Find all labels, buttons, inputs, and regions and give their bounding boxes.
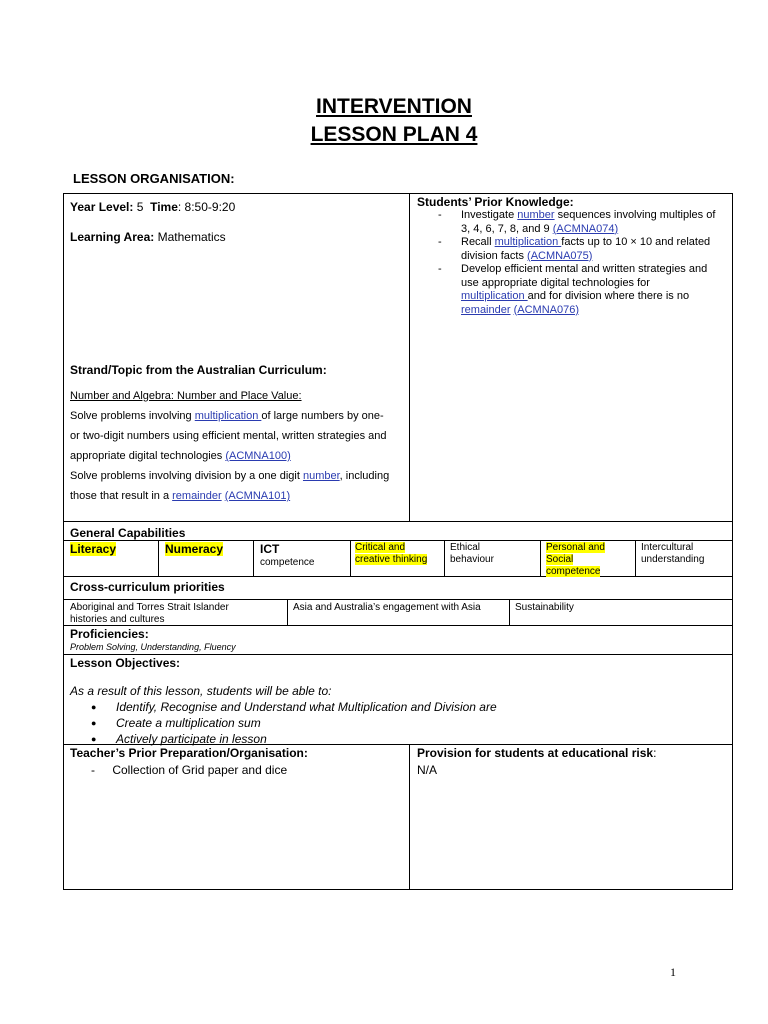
text: Investigate xyxy=(461,209,518,221)
acmna100-link[interactable]: (ACMNA100) xyxy=(225,450,291,462)
list-item xyxy=(438,236,730,263)
text: Personal and xyxy=(546,542,605,553)
multiplication-link[interactable]: multiplication xyxy=(494,236,562,248)
text: of large numbers by one- xyxy=(261,410,384,422)
document-title-line1: INTERVENTION xyxy=(316,95,472,118)
text: 3, 4, 6, 7, 8, and 9 xyxy=(461,222,553,235)
prior-knowledge-list xyxy=(438,209,730,317)
divider xyxy=(350,540,351,576)
acmna074-link[interactable]: (ACMNA074) xyxy=(552,222,619,235)
divider xyxy=(540,540,541,576)
text: appropriate digital technologies xyxy=(70,450,226,462)
text: Solve problems involving division by a one digit xyxy=(70,470,303,482)
dash-bullet: - xyxy=(438,263,442,275)
year-level-value: 5 xyxy=(136,200,144,214)
divider xyxy=(409,193,410,521)
text: histories and cultures xyxy=(70,614,165,625)
text: use appropriate digital technologies for xyxy=(461,276,650,289)
capability-numeracy xyxy=(165,542,223,556)
text: facts up to 10 × 10 and related xyxy=(561,236,711,248)
cross-curriculum-asia: Asia and Australia’s engagement with Asia xyxy=(293,602,481,613)
cross-curriculum-aboriginal xyxy=(70,602,229,626)
prior-knowledge-heading: Students’ Prior Knowledge: xyxy=(417,195,574,209)
list-item xyxy=(91,699,497,715)
strand-line xyxy=(70,446,405,466)
strand-line xyxy=(70,406,405,426)
dash-bullet: - xyxy=(91,763,95,777)
text: Ethical xyxy=(450,542,481,553)
provision-value: N/A xyxy=(417,763,438,777)
divider xyxy=(409,744,410,890)
literacy-label: Literacy xyxy=(70,542,117,556)
number-link[interactable]: number xyxy=(517,209,555,221)
provision-heading: Provision for students at educational risk xyxy=(417,746,654,760)
provision-heading-row xyxy=(417,746,656,760)
document-title-line2: LESSON PLAN 4 xyxy=(310,123,478,146)
cross-curriculum-heading: Cross-curriculum priorities xyxy=(70,580,225,594)
text: Create a multiplication sum xyxy=(116,716,261,730)
strand-line xyxy=(70,466,405,486)
text: Critical and xyxy=(355,542,406,553)
capability-critical xyxy=(355,542,427,566)
bullet-icon: ● xyxy=(91,702,97,712)
divider xyxy=(63,654,733,655)
divider xyxy=(158,540,159,576)
capability-ict: ICT xyxy=(260,542,280,556)
list-item xyxy=(438,209,730,236)
text: Intercultural xyxy=(641,542,694,553)
text: , including xyxy=(339,470,390,482)
year-level-label: Year Level: xyxy=(70,200,134,214)
preparation-heading: Teacher’s Prior Preparation/Organisation: xyxy=(70,746,308,760)
capability-ethical xyxy=(450,542,494,566)
divider xyxy=(444,540,445,576)
section-heading: LESSON ORGANISATION: xyxy=(73,171,235,186)
learning-area-label: Learning Area: xyxy=(70,230,155,244)
time-value: : 8:50-9:20 xyxy=(177,200,236,214)
text: Collection of Grid paper and dice xyxy=(112,763,288,777)
text: Social xyxy=(546,554,574,565)
numeracy-label: Numeracy xyxy=(165,542,224,556)
text: : xyxy=(653,746,657,760)
objectives-list xyxy=(91,699,497,747)
learning-area-row xyxy=(70,230,226,244)
capability-personal xyxy=(546,542,605,578)
acmna076-link[interactable]: (ACMNA076) xyxy=(513,303,579,316)
list-item xyxy=(438,263,730,317)
text: behaviour xyxy=(450,554,494,565)
text: Aboriginal and Torres Strait Islander xyxy=(70,602,229,613)
dash-bullet: - xyxy=(438,209,442,221)
text: competence xyxy=(546,566,601,577)
objectives-intro: As a result of this lesson, students will be able to: xyxy=(70,684,332,698)
capability-ict-sub: competence xyxy=(260,557,315,568)
cross-curriculum-sustainability: Sustainability xyxy=(515,602,574,613)
text: Develop efficient mental and written strategies and xyxy=(461,263,708,275)
text: understanding xyxy=(641,554,705,565)
proficiencies-heading: Proficiencies: xyxy=(70,627,149,641)
dash-bullet: - xyxy=(438,236,442,248)
year-level-row xyxy=(70,200,235,214)
divider xyxy=(287,599,288,625)
list-item xyxy=(91,715,497,731)
text: sequences involving multiples of xyxy=(554,209,716,221)
text: Actively participate in lesson xyxy=(116,732,267,746)
number-link[interactable]: number xyxy=(302,470,340,482)
remainder-link[interactable]: remainder xyxy=(461,303,511,316)
list-item xyxy=(91,731,497,747)
text: creative thinking xyxy=(355,554,428,565)
strand-content xyxy=(70,386,405,506)
strand-line: or two-digit numbers using efficient mental, written strategies and xyxy=(70,430,387,442)
divider xyxy=(63,576,733,577)
divider xyxy=(63,521,733,522)
divider xyxy=(63,599,733,600)
strand-line xyxy=(70,486,405,506)
proficiencies-value: Problem Solving, Understanding, Fluency xyxy=(70,642,236,652)
divider xyxy=(63,540,733,541)
preparation-item xyxy=(91,763,287,777)
objectives-heading: Lesson Objectives: xyxy=(70,656,181,670)
general-capabilities-heading: General Capabilities xyxy=(70,526,186,540)
capability-literacy xyxy=(70,542,116,556)
strand-heading: Strand/Topic from the Australian Curriculum: xyxy=(70,363,327,377)
divider xyxy=(635,540,636,576)
text: Recall xyxy=(461,236,495,248)
multiplication-link[interactable]: multiplication xyxy=(194,410,262,422)
remainder-link[interactable]: remainder xyxy=(172,490,222,502)
acmna101-link[interactable]: (ACMNA101) xyxy=(224,490,291,502)
bullet-icon: ● xyxy=(91,734,97,744)
strand-subheading: Number and Algebra: Number and Place Value: xyxy=(70,390,302,402)
bullet-icon: ● xyxy=(91,718,97,728)
text: division facts xyxy=(461,249,528,262)
capability-intercultural xyxy=(641,542,704,566)
time-label: Time xyxy=(150,200,178,214)
text: Solve problems involving xyxy=(70,410,195,422)
text: and for division where there is no xyxy=(527,290,690,302)
divider xyxy=(509,599,510,625)
divider xyxy=(253,540,254,576)
acmna075-link[interactable]: (ACMNA075) xyxy=(527,249,593,262)
page-number: 1 xyxy=(670,965,676,979)
text: Identify, Recognise and Understand what Multiplication and Division are xyxy=(116,700,497,714)
learning-area-value: Mathematics xyxy=(157,230,226,244)
text: those that result in a xyxy=(70,490,173,502)
multiplication-link[interactable]: multiplication xyxy=(461,290,528,302)
